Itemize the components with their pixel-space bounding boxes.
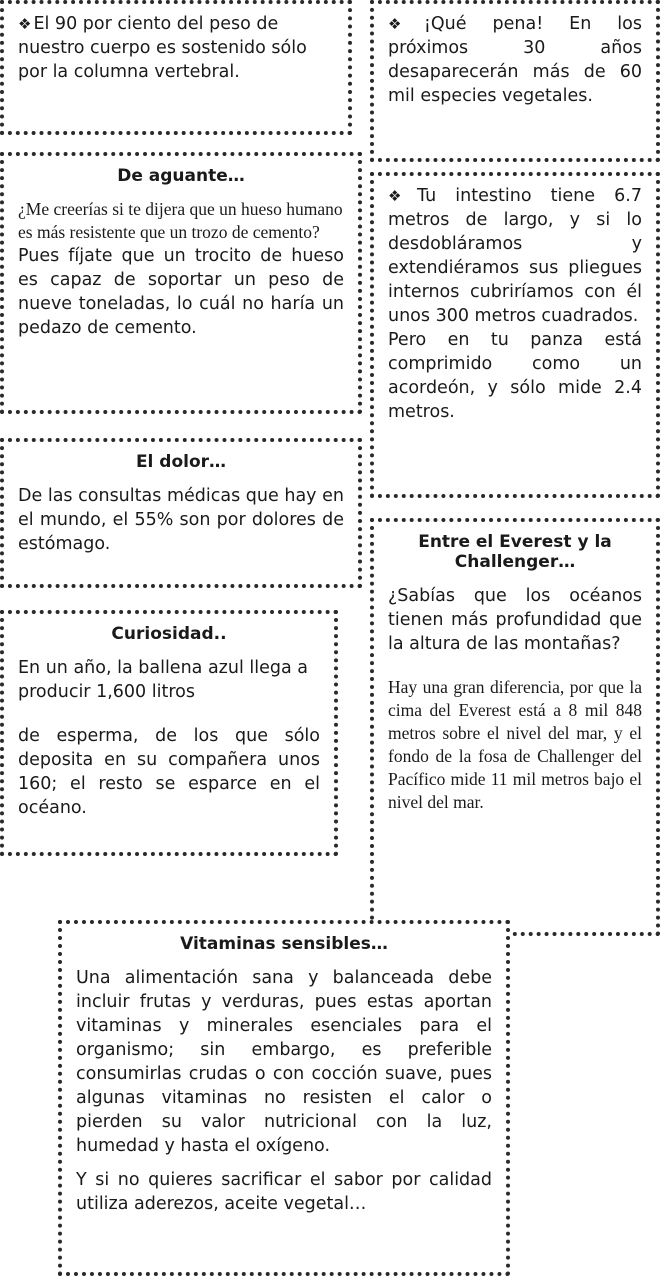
fact-paragraph-1: Una alimentación sana y balanceada debe incluir frutas y verduras, pues estas aportan vitaminas y minerales esenciales para el organismo; sin embargo, es preferible consumirlas crudas o con cocción suave, pues algunas vitaminas no resisten el calor o pierden su valor nutricional con la luz, humedad y hasta el oxígeno. <box>76 968 492 1156</box>
fact-paragraph-2: de esperma, de los que sólo deposita en su compañera unos 160; el resto se esparce en el océano. <box>18 726 320 818</box>
fact-title: De aguante… <box>117 166 245 186</box>
fact-box-dolor <box>0 438 362 588</box>
fact-title: Vitaminas sensibles… <box>180 934 388 954</box>
fact-text: ❖ ¡Qué pena! En los próximos 30 años desaparecerán más de 60 mil especies vegetales. <box>388 12 642 108</box>
fact-title: Entre el Everest y la Challenger… <box>418 532 612 572</box>
fact-paragraph-1: ¿Sabías que los océanos tienen más profundidad que la altura de las montañas? <box>388 586 642 654</box>
fact-title: El dolor… <box>135 452 227 472</box>
fact-box-intestino <box>370 172 660 498</box>
fact-box-curiosidad <box>0 610 338 856</box>
fact-box-everest <box>370 518 660 936</box>
fact-paragraph-1: ❖ Tu intestino tiene 6.7 metros de largo, y si lo desdobláramos y extendiéramos sus pliegues internos cubriríamos con él unos 300 metros cuadrados. <box>388 184 642 328</box>
fact-paragraph-2: Y si no quieres sacrificar el sabor por calidad utiliza aderezos, aceite vegetal… <box>76 1170 492 1214</box>
fact-paragraph-2: Pero en tu panza está comprimido como un acordeón, y sólo mide 2.4 metros. <box>388 330 642 422</box>
fact-text: ❖ El 90 por ciento del peso de nuestro cuerpo es sostenido sólo por la columna vertebral. <box>18 12 334 84</box>
fact-box-vitaminas <box>58 920 510 1276</box>
fact-title: Curiosidad.. <box>111 624 227 644</box>
fact-paragraph-1: ¿Me creerías si te dijera que un hueso humano es más resistente que un trozo de cemento? <box>18 199 343 242</box>
fact-box-columna <box>0 0 352 135</box>
fact-box-especies <box>370 0 660 162</box>
fact-paragraph-1: De las consultas médicas que hay en el mundo, el 55% son por dolores de estómago. <box>18 486 344 554</box>
fact-paragraph-2: Pues fíjate que un trocito de hueso es capaz de soportar un peso de nueve toneladas, lo cuál no haría un pedazo de cemento. <box>18 246 344 338</box>
fact-paragraph-1: En un año, la ballena azul llega a producir 1,600 litros <box>18 658 308 702</box>
fact-paragraph-2: Hay una gran diferencia, por que la cima del Everest está a 8 mil 848 metros sobre el nivel del mar, y el fondo de la fosa de Challenger del Pacífico mide 11 mil metros bajo el nivel del mar. <box>388 677 642 812</box>
fact-box-aguante <box>0 152 362 414</box>
